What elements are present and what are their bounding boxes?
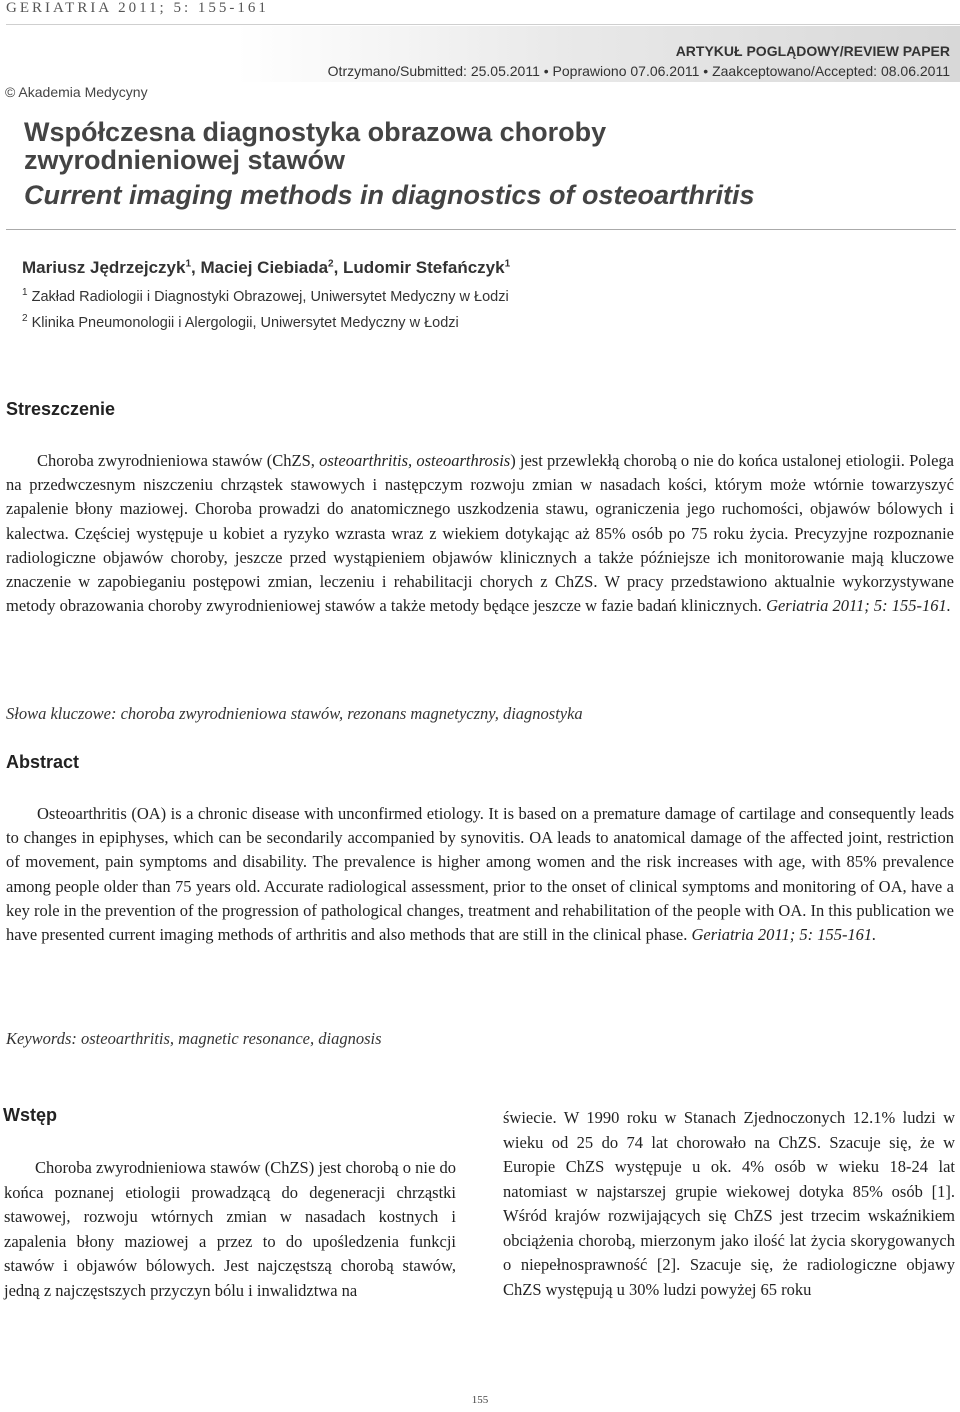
wstep-left-column: Choroba zwyrodnieniowa stawów (ChZS) jest chorobą o nie do końca poznanej etiologii prowadzącą do degeneracji chrząstki stawowej, rozwoju wtórnych zmian w nasadach kostnych i zapalenia błony maziowej a przez to do upośledzenia funkcji stawów i objawów bólowych. Jest najczęstszą chorobą stawów, jedną z najczęstszych przyczyn bólu i inwalidztwa na bbox=[4, 1158, 456, 1300]
wstep-right-column: świecie. W 1990 roku w Stanach Zjednoczonych 12.1% ludzi w wieku od 25 do 74 lat chorowało na ChZS. Szacuje się, że w Europie ChZS występuje u ok. 4% osób w wieku 18-24 lat natomiast w najstarszej grupie wiekowej dotyka 85% osób [1]. Wśród krajów rozwijających się ChZS jest trzecim wskaźnikiem obciążenia chorobą, mierzonym jako ilość lat życia skorygowanych o niepełnosprawność [2]. Szacuje się, że radiologiczne objawy ChZS występują u 30% ludzi powyżej 65 roku bbox=[503, 1108, 955, 1299]
author-affiliation-mark: 2 bbox=[328, 258, 334, 270]
streszczenie-italic-terms: osteoarthritis, osteoarthrosis bbox=[319, 451, 511, 470]
keywords: Keywords: osteoarthritis, magnetic resonance, diagnosis bbox=[6, 1029, 382, 1048]
affiliation bbox=[22, 313, 459, 331]
author-name: Mariusz Jędrzejczyk bbox=[22, 258, 186, 277]
abstract-citation: Geriatria 2011; 5: 155-161. bbox=[691, 925, 877, 945]
journal-citation: GERIATRIA 2011; 5: 155-161 bbox=[6, 0, 269, 16]
affiliation-text: Klinika Pneumonologii i Alergologii, Uniwersytet Medyczny w Łodzi bbox=[27, 314, 459, 331]
streszczenie-text-part: Choroba zwyrodnieniowa stawów (ChZS, bbox=[37, 451, 320, 470]
streszczenie-heading: Streszczenie bbox=[6, 399, 116, 419]
top-rule bbox=[6, 24, 960, 25]
title-polish-line1: Współczesna diagnostyka obrazowa choroby bbox=[24, 117, 607, 147]
streszczenie-text-part: ) jest przewlekłą chorobą o nie do końca ustalonej etiologii. Polega na przedwczesnym niszczeniu chrząstek stawowych i następczym rozwoju zmian w nasadach kości, którym może wtórnie towarzyszyć zapalenie błony maziowej. Choroba prowadzi do anatomicznego uszkodzenia stawu, ograniczenia jego ruchomości, objawów bólowych i kalectwa. Częściej występuje u kobiet a ryzyko wzrasta wraz z wiekiem dotykając aż 85% osób po 75 roku życia. Precyzyjne rozpoznanie radiologiczne objawów choroby, jeszcze przed wystąpieniem objawów klinicznych a także późniejsze ich monitorowanie mają kluczowe znaczenie w zapobieganiu postępowi zmian, leczeniu i rehabilitacji chorych z ChZS. W pracy przedstawiono aktualnie wykorzystywane metody obrazowania choroby zwyrodnieniowej stawów a także metody będące jeszcze w fazie badań klinicznych. bbox=[6, 451, 954, 616]
streszczenie-citation: Geriatria 2011; 5: 155-161. bbox=[766, 596, 951, 616]
author-name: , Maciej Ciebiada bbox=[191, 258, 329, 277]
title-polish-line2: zwyrodnieniowej stawów bbox=[24, 145, 346, 175]
title-polish bbox=[24, 118, 606, 174]
author-name: , Ludomir Stefańczyk bbox=[333, 258, 505, 277]
slowa-kluczowe: Słowa kluczowe: choroba zwyrodnieniowa stawów, rezonans magnetyczny, diagnostyka bbox=[6, 704, 583, 723]
author-affiliation-mark: 1 bbox=[504, 258, 511, 270]
title-rule bbox=[6, 229, 956, 230]
abstract-text: Osteoarthritis (OA) is a chronic disease with unconfirmed etiology. It is based on a premature damage of cartilage and consequently leads to changes in epiphyses, which can be secondarily accompanied by synovitis. OA leads to anatomical damage of the affected joint, restriction of movement, pain symptoms and disability. The prevalence is higher among women and the risk increases with age, with 85% prevalence among people older than 75 years old. Accurate radiological assessment, prior to the onset of clinical symptoms and monitoring of OA, have a key role in the prevention of the progression of pathological changes, treatment and rehabilitation of the people with OA. In this publication we have presented current imaging methods of arthritis and also methods that are still in the clinical phase. bbox=[6, 804, 954, 945]
affiliation-mark: 1 bbox=[22, 287, 28, 298]
affiliation-mark: 2 bbox=[22, 313, 28, 324]
affiliation bbox=[22, 287, 509, 305]
streszczenie-body bbox=[6, 449, 954, 618]
page-number: 155 bbox=[471, 1394, 489, 1406]
abstract-body bbox=[6, 802, 954, 947]
article-type: ARTYKUŁ POGLĄDOWY/REVIEW PAPER bbox=[675, 43, 950, 59]
copyright-notice: © Akademia Medycyny bbox=[5, 84, 148, 100]
abstract-heading: Abstract bbox=[6, 752, 80, 772]
author-list bbox=[22, 258, 510, 278]
author-affiliation-mark: 1 bbox=[185, 258, 192, 270]
affiliation-text: Zakład Radiologii i Diagnostyki Obrazowej, Uniwersytet Medyczny w Łodzi bbox=[27, 288, 509, 305]
submission-dates: Otrzymano/Submitted: 25.05.2011 • Poprawiono 07.06.2011 • Zaakceptowano/Accepted: 08.06.2011 bbox=[327, 63, 950, 79]
title-english: Current imaging methods in diagnostics of osteoarthritis bbox=[24, 180, 755, 210]
wstep-heading: Wstęp bbox=[3, 1105, 57, 1125]
